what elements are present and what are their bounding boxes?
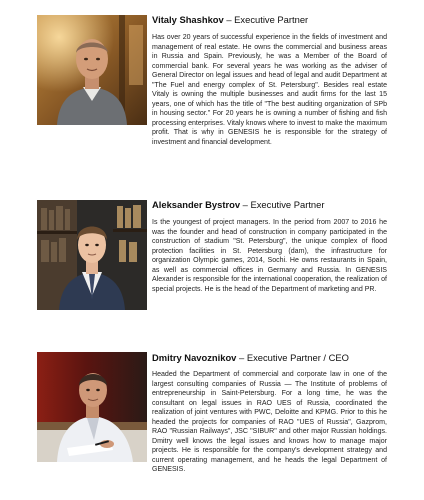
profile-role: – Executive Partner / CEO — [236, 352, 349, 363]
photo-spacer — [37, 370, 152, 466]
profile-role: – Executive Partner — [240, 199, 325, 210]
photo-spacer — [37, 33, 152, 143]
profile-bio-container — [37, 370, 387, 475]
profile-bio-container — [37, 218, 387, 315]
profile-name: Vitaly Shashkov — [152, 14, 224, 25]
profile-bio: Has over 20 years of successful experience in the fields of investment and management of real estate. He owns the commercial and business areas in Russia and Spain. Previously, he was a Member of the Board of commercial bank. For several years he was working as the adviser of General Director on legal issues and head of legal and audit Department at "The Fuel and energy complex of St. Petersburg". Besides real estate Vitaly is owning the multiple businesses and audit firms for the last 15 years, one of which has the title of "The best auditing organization of SPb in housing sector." For 20 years he is owning a number of fishing and fish processing enterprises. Vitaly knows where to invest to make the maximum profit. That is why in GENESIS he is responsible for the strategy of investment and financial development. — [152, 34, 387, 147]
profile-bio: Is the youngest of project managers. In the period from 2007 to 2016 he was the founder and head of construction in company participated in the construction of stadium "St. Petersburg", the unique complex of flood protection facilities in St. Petersburg (dam), the infrastructure for organization Olympic games, 2014, Sochi. He owns restaurants in Spain, as well as commercial offices in Germany and Russia. In GENESIS Alexander is responsible for the international cooperation, the realization of special projects. He is the head of the Department of marketing and PR. — [152, 219, 387, 293]
profile-name-line — [152, 199, 324, 211]
profile-name-line — [152, 14, 308, 26]
profile-bio: Headed the Department of commercial and corporate law in one of the largest consulting companies of Russia — The Institute of problems of entrepreneurship in Saint-Petersburg. For a long time, he was the consultant on legal issues in RAO UES of Russia, coordinated the realization of joint ventures with PWC, Deloitte and KPMG. Prior to this he headed the projects for companies of RAO "UES of Russia", Gazprom, RAO "Russian Railways", JSC "SIBUR" and other major Russian holdings. Dmitry well knows the legal issues and knows how to manage major projects. He is responsible for the company's development strategy and current operating management, and he heads the legal Department of GENESIS. — [152, 371, 387, 474]
photo-spacer — [37, 218, 152, 315]
profile-name-line — [152, 352, 349, 364]
profile-role: – Executive Partner — [223, 14, 309, 25]
profile-name: Dmitry Navoznikov — [152, 352, 237, 363]
profile-bio-container — [37, 33, 387, 148]
profile-name: Aleksander Bystrov — [152, 199, 241, 210]
